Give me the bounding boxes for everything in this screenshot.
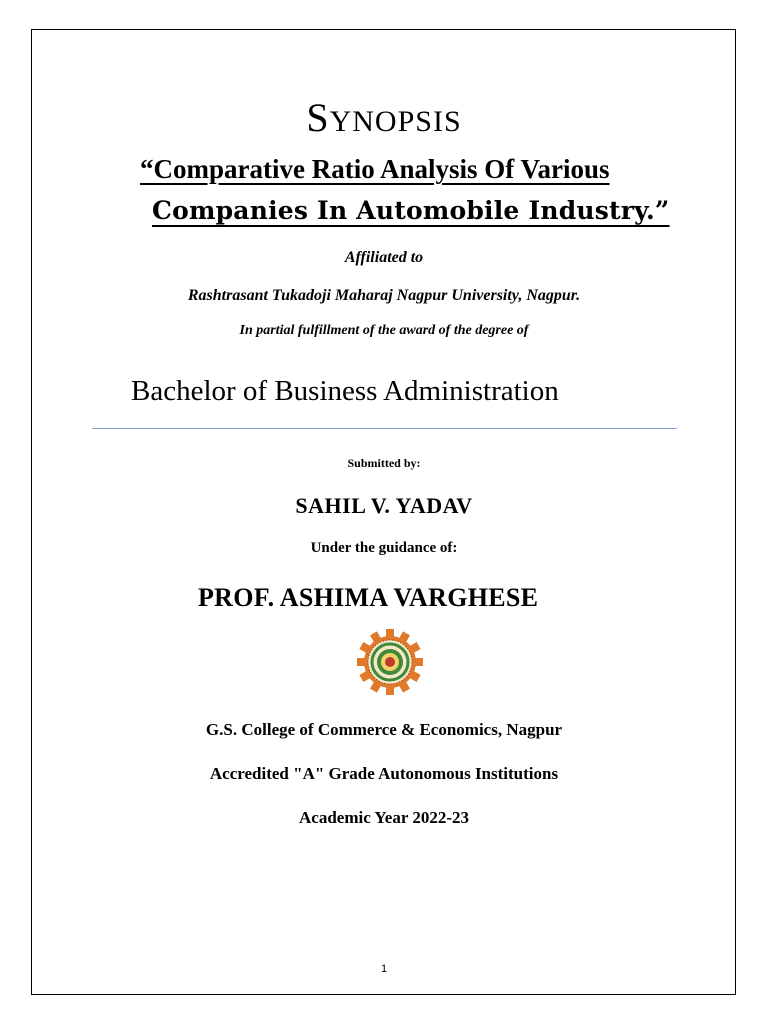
page-title: SYNOPSIS xyxy=(306,95,462,140)
divider-line xyxy=(92,428,677,429)
university-name: Rashtrasant Tukadoji Maharaj Nagpur University, Nagpur. xyxy=(187,287,581,304)
submitted-by-label: Submitted by: xyxy=(347,456,421,470)
degree-name: Bachelor of Business Administration xyxy=(131,375,559,407)
college-name: G.S. College of Commerce & Economics, Nagpur xyxy=(205,720,563,739)
project-title-line-1: “Comparative Ratio Analysis Of Various xyxy=(140,154,610,184)
student-name: SAHIL V. YADAV xyxy=(295,493,473,518)
accreditation-text: Accredited "A" Grade Autonomous Institutions xyxy=(209,764,559,783)
project-title-line-2: Companies In Automobile Industry.” xyxy=(152,196,670,225)
academic-year: Academic Year 2022-23 xyxy=(299,808,469,827)
college-emblem-icon xyxy=(345,629,435,695)
page-number: 1 xyxy=(380,963,388,975)
guidance-label: Under the guidance of: xyxy=(310,540,458,556)
partial-fulfillment-text: In partial fulfillment of the award of the degree of xyxy=(239,323,529,338)
affiliated-label: Affiliated to xyxy=(344,249,424,266)
guide-name: PROF. ASHIMA VARGHESE xyxy=(198,583,539,612)
